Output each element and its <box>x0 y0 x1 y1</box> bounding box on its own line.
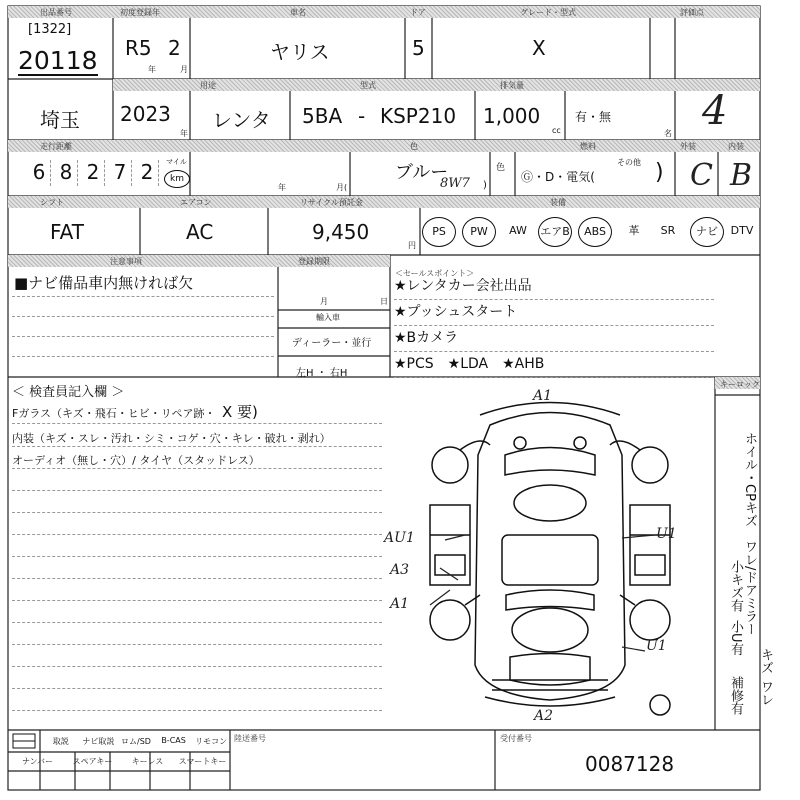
ins-dash-10 <box>12 622 382 623</box>
ins-dash-8 <box>12 578 382 579</box>
sales-points-label: ＜セールスポイント＞ <box>395 269 475 278</box>
reception-label: 受付番号 <box>500 734 532 743</box>
interior-label: 内装 <box>728 142 744 151</box>
equipment-item: SR <box>660 224 676 237</box>
inspector-line-1: Fガラス（キズ・飛石・ヒビ・リペア跡・ <box>12 407 216 420</box>
mileage-digit: 2 <box>136 160 159 186</box>
equipment-item: ABS <box>578 217 612 247</box>
mileage-unit-km: km <box>164 170 190 188</box>
shift-value: FAT <box>50 220 85 244</box>
key-lock-label: キーロック <box>720 380 760 389</box>
reg-deadline-label: 登録期限 <box>298 257 330 266</box>
mark-a1-left: A1 <box>390 596 410 612</box>
fuel-close: ) <box>655 160 664 185</box>
color-code-hand: 8W7 <box>440 176 470 191</box>
steering-side: 左H ・ 右H <box>296 368 348 379</box>
header-band-6 <box>278 255 390 267</box>
color-label: 色 <box>410 142 418 151</box>
mileage-digit: 7 <box>109 160 132 186</box>
ins-dash-11 <box>12 644 382 645</box>
recycle-label: リサイクル預託金 <box>300 198 363 207</box>
mark-u1-right: U1 <box>656 526 677 542</box>
mileage-label: 走行距離 <box>40 142 72 151</box>
purpose-value: レンタ <box>212 108 271 132</box>
footer-items-row2 <box>10 756 230 770</box>
footer-item: リモコン <box>195 737 228 746</box>
ins-dash-5 <box>12 512 382 513</box>
mark-a3: A3 <box>390 562 410 578</box>
recycle-fee: 9,450 <box>312 220 370 244</box>
nen-suffix: 年 <box>180 129 188 138</box>
equipment-item: ナビ <box>690 217 724 247</box>
remark-col-2b: キズ <box>758 648 773 674</box>
lot-label: 出品番号 <box>40 8 72 17</box>
footer-item: 取説 <box>52 737 69 746</box>
ins-dash-7 <box>12 556 382 557</box>
footer-icon <box>12 733 36 753</box>
footer-item: スマートキー <box>178 757 227 766</box>
reception-number: 0087128 <box>585 752 675 776</box>
footer-item: ナビ取説 <box>82 737 115 746</box>
ins-dash-14 <box>12 710 382 711</box>
remark-col-1b: ワレ/ドアミラー <box>742 540 757 636</box>
footer-item: ロム/SD <box>121 737 151 746</box>
mark-a1-top: A1 <box>533 388 553 404</box>
header-band-4 <box>8 196 760 208</box>
sales-points <box>394 274 714 378</box>
footer-item: B-CAS <box>161 736 186 745</box>
notes-dash-2 <box>12 316 274 317</box>
lot-number: 20118 <box>18 46 98 75</box>
grade-value: X <box>532 36 546 60</box>
inspector-title: ＜ 検査員記入欄 ＞ <box>12 385 125 400</box>
first-reg-label: 初度登録年 <box>120 8 160 17</box>
color-paren: ) <box>483 180 487 191</box>
notes-dash-4 <box>12 356 274 357</box>
color-value: ブルー <box>395 162 449 183</box>
ins-dash-1 <box>12 423 382 424</box>
mileage-unit-mile: マイル <box>166 158 187 166</box>
fuel-options: Ⓖ・D・電気( <box>521 170 595 184</box>
ins-dash-2 <box>12 446 382 447</box>
turbo-suffix: 名 <box>664 129 672 138</box>
equipment-item: AW <box>509 224 527 237</box>
first-reg-month: 2 <box>168 36 181 60</box>
ins-dash-6 <box>12 534 382 535</box>
year-suffix: 年 <box>148 65 156 74</box>
notes-line-1: ■ナビ備品車内無ければ欠 <box>14 274 194 292</box>
header-band-5 <box>8 255 278 267</box>
footer-label-2: 陸送番号 <box>234 734 266 743</box>
equipment-item: DTV <box>730 224 754 237</box>
remark-col-3b: ワレ <box>758 680 773 706</box>
fuel-label: 燃料 <box>580 142 596 151</box>
cc-label: 排気量 <box>500 81 524 90</box>
remark-col-3: 小U有 <box>728 620 743 656</box>
shaken-year: 年 <box>278 183 286 192</box>
purpose-label: 用途 <box>200 81 216 90</box>
model-code: KSP210 <box>380 104 457 128</box>
shift-label: シフト <box>40 198 64 207</box>
inspector-line-3: オーディオ（無し・穴）/ タイヤ（スタッドレス） <box>12 454 260 467</box>
remark-col-2: 小キズ有 <box>728 560 743 612</box>
reg-month: 月 <box>320 297 328 306</box>
cc-value: 1,000 <box>483 104 541 128</box>
reg-day: 日 <box>380 297 388 306</box>
sales-point: ★レンタカー会社出品 <box>394 274 714 300</box>
exterior-grade: C <box>690 158 713 193</box>
doors-label: ドア <box>410 8 426 17</box>
import-label: 輸入車 <box>316 313 340 322</box>
interior-grade: B <box>730 158 753 193</box>
sales-point: ★プッシュスタート <box>394 300 714 326</box>
mileage-digit: 8 <box>55 160 78 186</box>
mark-a2-bottom: A2 <box>534 708 554 724</box>
ac-label: エアコン <box>180 198 212 207</box>
sales-point: ★Bカメラ <box>394 326 714 352</box>
dealer-parallel: ディーラー・並行 <box>292 338 372 349</box>
footer-item: キーレス <box>131 757 164 766</box>
ac-value: AC <box>186 220 214 244</box>
fuel-other: その他 <box>617 158 641 167</box>
grade-label: グレード・型式 <box>520 8 576 17</box>
month-suffix: 月 <box>180 65 188 74</box>
equipment-item: 革 <box>628 224 640 237</box>
model-year: 2023 <box>120 102 171 126</box>
lot-prefix: [1322] <box>28 22 72 37</box>
recycle-yen: 円 <box>408 241 416 250</box>
remark-col-4: 補修有 <box>728 676 743 715</box>
car-name: ヤリス <box>270 40 330 64</box>
car-damage-diagram <box>410 395 690 725</box>
glass-mark: X 要) <box>222 403 258 421</box>
shaken-month: 月( <box>336 183 348 192</box>
footer-item: スペアキー <box>72 757 113 766</box>
turbo-option: 有・無 <box>575 110 612 124</box>
ins-dash-4 <box>12 490 382 491</box>
mileage-digit: 6 <box>28 160 51 186</box>
footer-item: ナンバー <box>21 757 54 766</box>
color-mark: 色 <box>496 163 506 173</box>
notes-dash-1 <box>12 296 274 297</box>
region: 埼玉 <box>40 108 80 132</box>
car-name-label: 車名 <box>290 8 306 17</box>
mileage-digits <box>28 160 163 186</box>
model-prefix: 5BA <box>302 104 343 128</box>
era-year: R5 <box>125 36 152 60</box>
ins-dash-12 <box>12 666 382 667</box>
equipment-item: PS <box>422 217 456 247</box>
cc-unit: cc <box>552 126 561 135</box>
score-hand: 4 <box>702 88 728 134</box>
notes-dash-3 <box>12 336 274 337</box>
ins-dash-13 <box>12 688 382 689</box>
inspector-line-2: 内装（キズ・スレ・汚れ・シミ・コゲ・穴・キレ・破れ・剥れ） <box>12 432 331 445</box>
score-label: 評価点 <box>680 8 704 17</box>
equipment-label: 装備 <box>550 198 566 207</box>
doors-value: 5 <box>412 36 425 60</box>
model-dash: - <box>358 104 366 128</box>
model-label: 型式 <box>360 81 376 90</box>
mark-u1-lower: U1 <box>646 638 667 654</box>
footer-items-row1 <box>42 736 230 750</box>
ins-dash-3 <box>12 468 382 469</box>
equipment-item: エアB <box>538 217 572 247</box>
remark-col-1: ホイル・CPキズ <box>742 432 757 527</box>
sales-point: ★PCS ★LDA ★AHB <box>394 352 714 378</box>
mark-au1: AU1 <box>384 530 415 546</box>
notes-label: 注意事項 <box>110 257 142 266</box>
equipment-item: PW <box>462 217 496 247</box>
equipment-list <box>422 214 762 248</box>
header-band-3 <box>8 140 760 152</box>
ins-dash-9 <box>12 600 382 601</box>
exterior-label: 外装 <box>680 142 696 151</box>
mileage-digit: 2 <box>82 160 105 186</box>
